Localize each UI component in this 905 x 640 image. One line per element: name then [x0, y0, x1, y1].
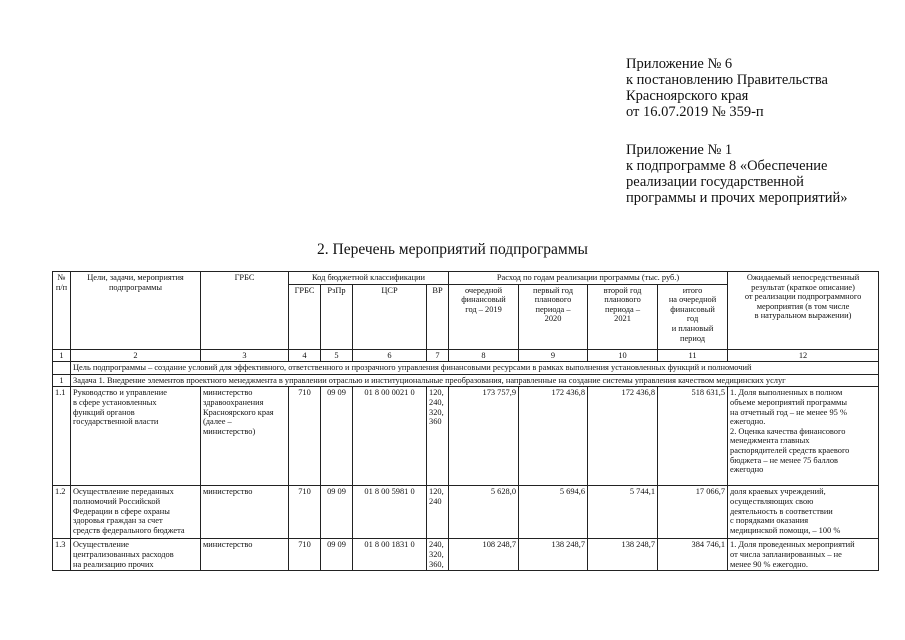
row-csr: 01 8 00 0021 0 — [353, 387, 427, 486]
header-goals: Цели, задачи, мероприятия подпрограммы — [71, 272, 201, 350]
column-number: 2 — [71, 349, 201, 362]
appendix-6-line-4: от 16.07.2019 № 359-п — [626, 104, 764, 120]
column-number: 4 — [289, 349, 321, 362]
row-total: 384 746,1 — [658, 539, 728, 571]
column-number: 8 — [449, 349, 519, 362]
row-rzpr: 09 09 — [321, 539, 353, 571]
table-row — [53, 486, 879, 539]
row-code: 710 — [289, 539, 321, 571]
appendix-6-line-3: Красноярского края — [626, 88, 749, 104]
row-2020: 172 436,8 — [519, 387, 588, 486]
row-name: Руководство и управление в сфере установленных функций органов государственной власти — [71, 387, 201, 486]
header-code-csr: ЦСР — [353, 284, 427, 349]
row-rzpr: 09 09 — [321, 387, 353, 486]
column-number: 5 — [321, 349, 353, 362]
row-num: 1.1 — [53, 387, 71, 486]
column-number: 11 — [658, 349, 728, 362]
header-num: № п/п — [53, 272, 71, 350]
column-number: 1 — [53, 349, 71, 362]
row-2020: 138 248,7 — [519, 539, 588, 571]
row-name: Осуществление централизованных расходов на реализацию прочих — [71, 539, 201, 571]
appendix-6-header — [626, 56, 828, 120]
row-result: 1. Доля проведенных мероприятий от числа запланированных – не менее 90 % ежегодно. — [728, 539, 879, 571]
column-number: 9 — [519, 349, 588, 362]
row-result: доля краевых учреждений, осуществляющих свою деятельность в соответствии с порядками оказания медицинской помощи, – 100 % — [728, 486, 879, 539]
appendix-6-line-2: к постановлению Правительства — [626, 72, 828, 88]
row-2020: 5 694,6 — [519, 486, 588, 539]
row-grbs: министерство — [201, 539, 289, 571]
header-year-2020: первый год планового периода – 2020 — [519, 284, 588, 349]
row-result: 1. Доля выполненных в полном объеме мероприятий программы на отчетный год – не менее 95 % ежегодно. 2. Оценка качества финансового менеджмента главных распорядителей средств краевого бюджета – не менее 75 баллов ежегодно — [728, 387, 879, 486]
row-2021: 172 436,8 — [588, 387, 658, 486]
column-number: 7 — [427, 349, 449, 362]
header-expected-result: Ожидаемый непосредственный результат (краткое описание) от реализации подпрограммного мероприятия (в том числе в натуральном выражении) — [728, 272, 879, 350]
header-row-1 — [53, 272, 879, 285]
table-row — [53, 539, 879, 571]
task-row — [53, 374, 879, 387]
appendix-1-header — [626, 142, 847, 206]
appendix-1-line-3: реализации государственной — [626, 174, 804, 190]
header-grbs: ГРБС — [201, 272, 289, 350]
column-number: 10 — [588, 349, 658, 362]
activities-table — [52, 271, 879, 571]
header-total: итого на очередной финансовый год и плановый период — [658, 284, 728, 349]
row-2019: 5 628,0 — [449, 486, 519, 539]
column-numbers-row — [53, 349, 879, 362]
header-code-rzpr: РзПр — [321, 284, 353, 349]
row-2019: 108 248,7 — [449, 539, 519, 571]
goal-row — [53, 362, 879, 375]
column-number: 12 — [728, 349, 879, 362]
row-grbs: министерство здравоохранения Красноярского края (далее – министерство) — [201, 387, 289, 486]
column-number: 3 — [201, 349, 289, 362]
row-num: 1.3 — [53, 539, 71, 571]
row-rzpr: 09 09 — [321, 486, 353, 539]
row-2021: 138 248,7 — [588, 539, 658, 571]
section-title: 2. Перечень мероприятий подпрограммы — [317, 241, 588, 258]
row-2019: 173 757,9 — [449, 387, 519, 486]
goal-num-cell — [53, 362, 71, 375]
row-csr: 01 8 00 5981 0 — [353, 486, 427, 539]
row-code: 710 — [289, 387, 321, 486]
goal-text: Цель подпрограммы – создание условий для эффективного, ответственного и прозрачного управления финансовыми ресурсами в рамках выполнения установленных функций и полномочий — [71, 362, 879, 375]
appendix-1-line-4: программы и прочих мероприятий» — [626, 190, 848, 206]
header-code-grbs: ГРБС — [289, 284, 321, 349]
appendix-1-title: Приложение № 1 — [626, 142, 733, 158]
table-row — [53, 387, 879, 486]
row-total: 17 066,7 — [658, 486, 728, 539]
row-2021: 5 744,1 — [588, 486, 658, 539]
row-total: 518 631,5 — [658, 387, 728, 486]
row-vr: 120, 240, 320, 360 — [427, 387, 449, 486]
row-vr: 240, 320, 360, — [427, 539, 449, 571]
header-expense-group: Расход по годам реализации программы (тыс. руб.) — [449, 272, 728, 285]
task-text: Задача 1. Внедрение элементов проектного менеджмента в управлении отраслью и институциональные преобразования, направленные на создание системы управления качеством медицинских услуг — [71, 374, 879, 387]
appendix-1-line-2: к подпрограмме 8 «Обеспечение — [626, 158, 828, 174]
header-year-2021: второй год планового периода – 2021 — [588, 284, 658, 349]
appendix-6-title: Приложение № 6 — [626, 56, 733, 72]
row-code: 710 — [289, 486, 321, 539]
row-vr: 120, 240 — [427, 486, 449, 539]
task-num: 1 — [53, 374, 71, 387]
row-grbs: министерство — [201, 486, 289, 539]
row-csr: 01 8 00 1831 0 — [353, 539, 427, 571]
header-year-2019: очередной финансовый год – 2019 — [449, 284, 519, 349]
header-code-vr: ВР — [427, 284, 449, 349]
header-budget-code-group: Код бюджетной классификации — [289, 272, 449, 285]
row-name: Осуществление переданных полномочий Российской Федерации в сфере охраны здоровья граждан за счет средств федерального бюджета — [71, 486, 201, 539]
column-number: 6 — [353, 349, 427, 362]
row-num: 1.2 — [53, 486, 71, 539]
